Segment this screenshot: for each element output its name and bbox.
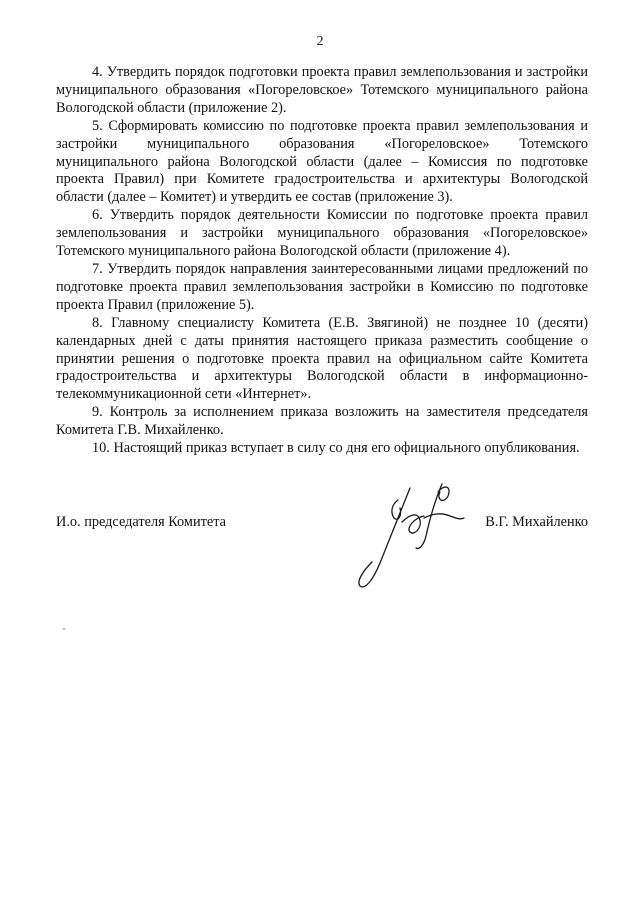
handwritten-signature (340, 478, 470, 598)
signatory-position: И.о. председателя Комитета (56, 514, 226, 530)
paragraph-item-9: 9. Контроль за исполнением приказа возложить на заместителя председателя Комитета Г.В. Михайленко. (56, 404, 588, 439)
paragraph-item-6: 6. Утвердить порядок деятельности Комиссии по подготовке проекта правил землепользования и застройки муниципального образования «Погореловское» Тотемского муниципального района Вологодской области (приложение 4). (56, 207, 588, 260)
page-number: 2 (316, 34, 324, 49)
paragraph-item-10: 10. Настоящий приказ вступает в силу со дня его официального опубликования. (92, 440, 580, 457)
document-body (56, 64, 588, 458)
paragraph-item-5: 5. Сформировать комиссию по подготовке проекта правил землепользования и застройки муниципального образования «Погореловское» Тотемского муниципального района Вологодской области (далее – Комиссия по подготовке проекта Правил) при Комитете градостроительства и архитектуры Вологодской области (далее – Комитет) и утвердить ее состав (приложение 3). (56, 117, 588, 206)
scan-speck (63, 628, 65, 630)
signatory-name: В.Г. Михайленко (485, 514, 588, 530)
paragraph-item-4: 4. Утвердить порядок подготовки проекта правил землепользования и застройки муниципального образования «Погореловское» Тотемского муниципального района Вологодской области (приложение 2). (56, 64, 588, 116)
paragraph-item-8: 8. Главному специалисту Комитета (Е.В. Звягиной) не позднее 10 (десяти) календарных дней с даты принятия настоящего приказа разместить сообщение о принятии решения о подготовке проекта правил на официальном сайте Комитета градостроительства и архитектуры Вологодской области в информационно-телекоммуникационной сети «Интернет». (56, 314, 588, 403)
paragraph-item-7: 7. Утвердить порядок направления заинтересованными лицами предложений по подготовке проекта правил землепользования застройки в Комиссию по подготовке проекта Правил (приложение 5). (56, 260, 588, 313)
